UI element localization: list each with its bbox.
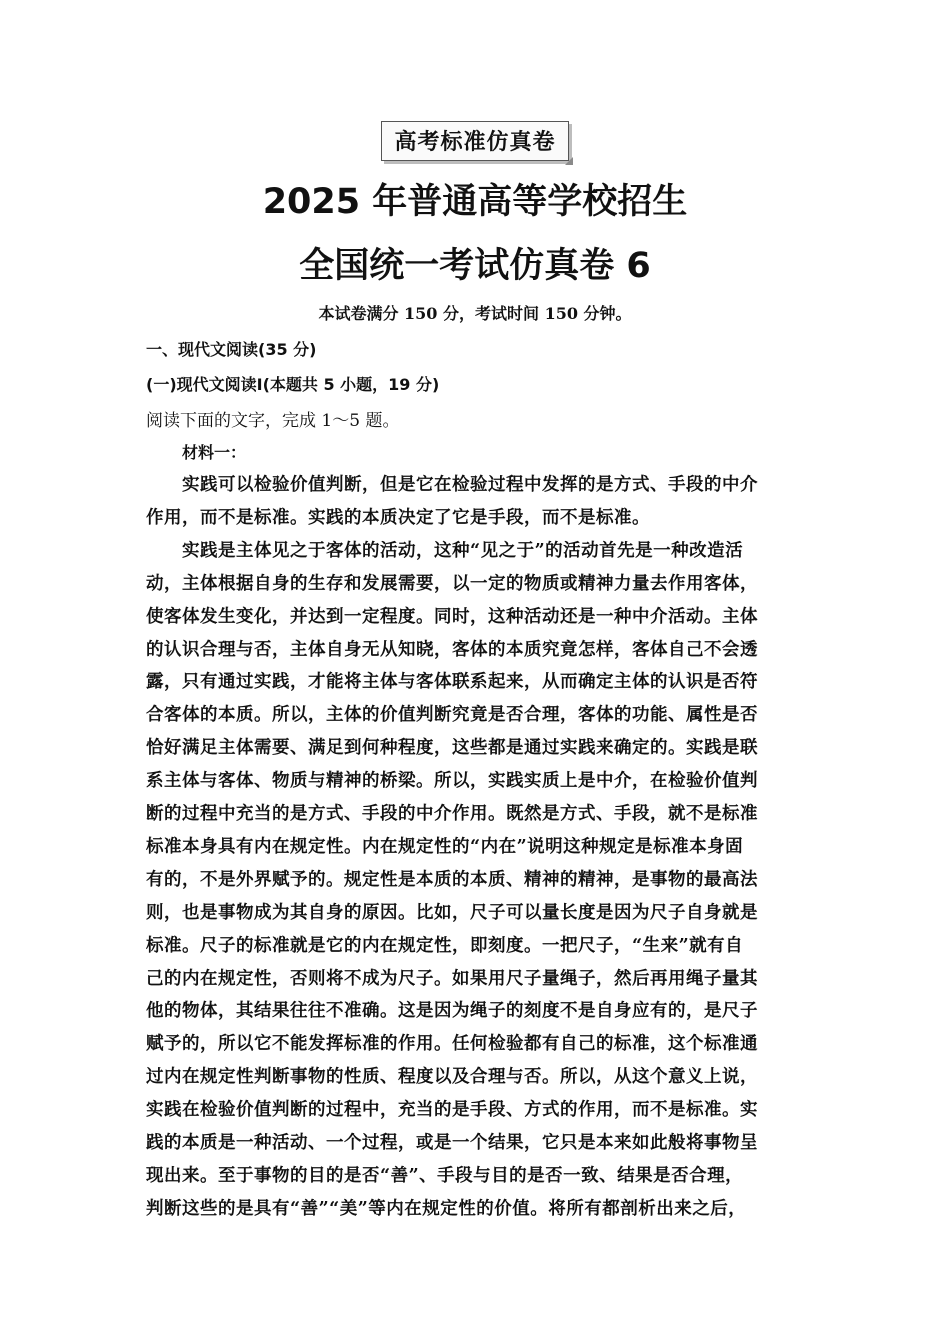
passage-line: 恰好满足主体需要、满足到何种程度，这些都是通过实践来确定的。实践是联 — [146, 738, 758, 759]
passage-line: 动，主体根据自身的生存和发展需要，以一定的物质或精神力量去作用客体， — [146, 573, 758, 594]
passage-line: 实践可以检验价值判断，但是它在检验过程中发挥的是方式、手段的中介 — [182, 475, 758, 495]
exam-title-line2: 全国统一考试仿真卷 6 — [299, 246, 651, 286]
passage-line: 合客体的本质。所以，主体的价值判断究竟是否合理，客体的功能、属性是否 — [146, 705, 758, 726]
section-subheading: (一)现代文阅读Ⅰ(本题共 5 小题，19 分) — [146, 375, 440, 394]
passage-line: 的认识合理与否，主体自身无从知晓，客体的本质究竟怎样，客体自己不会透 — [146, 639, 758, 660]
passage-line: 己的内在规定性，否则将不成为尺子。如果用尺子量绳子，然后再用绳子量其 — [146, 968, 758, 989]
passage-line: 判断这些的是具有“善”“美”等内在规定性的价值。将所有都剖析出来之后， — [146, 1198, 747, 1219]
reading-instruction: 阅读下面的文字，完成 1～5 题。 — [146, 411, 400, 431]
page-curl-decoration — [565, 157, 573, 165]
exam-type-badge — [381, 121, 568, 161]
passage-line: 断的过程中充当的是方式、手段的中介作用。既然是方式、手段，就不是标准 — [146, 804, 758, 824]
passage-line: 标准本身具有内在规定性。内在规定性的“内在”说明这种规定是标准本身固 — [146, 836, 744, 857]
passage-line: 标准。尺子的标准就是它的内在规定性，即刻度。一把尺子，“生来”就有自 — [146, 935, 744, 956]
badge-label: 高考标准仿真卷 — [394, 129, 556, 155]
passage-line: 赋予的，所以它不能发挥标准的作用。任何检验都有自己的标准，这个标准通 — [146, 1034, 758, 1055]
passage-line: 现出来。至于事物的目的是否“善”、手段与目的是否一致、结果是否合理， — [146, 1165, 744, 1186]
passage-line: 实践是主体见之于客体的活动，这种“见之于”的活动首先是一种改造活 — [182, 540, 744, 561]
passage-line: 过内在规定性判断事物的性质、程度以及合理与否。所以，从这个意义上说， — [146, 1067, 758, 1088]
passage-line: 他的物体，其结果往往不准确。这是因为绳子的刻度不是自身应有的，是尺子 — [146, 1001, 758, 1022]
section-heading: 一、现代文阅读(35 分) — [146, 340, 317, 359]
badge-container — [0, 121, 950, 161]
passage-line: 作用，而不是标准。实践的本质决定了它是手段，而不是标准。 — [146, 507, 650, 528]
passage-line: 有的，不是外界赋予的。规定性是本质的本质、精神的精神，是事物的最高法 — [146, 869, 758, 890]
passage-line: 系主体与客体、物质与精神的桥梁。所以，实践实质上是中介，在检验价值判 — [146, 771, 758, 792]
passage-line: 实践在检验价值判断的过程中，充当的是手段、方式的作用，而不是标准。实 — [146, 1100, 758, 1121]
passage-line: 践的本质是一种活动、一个过程，或是一个结果，它只是本来如此般将事物呈 — [146, 1133, 758, 1153]
passage-line: 露，只有通过实践，才能将主体与客体联系起来，从而确定主体的认识是否符 — [146, 672, 758, 693]
material-label: 材料一： — [182, 443, 247, 462]
passage-line: 使客体发生变化，并达到一定程度。同时，这种活动还是一种中介活动。主体 — [146, 606, 758, 627]
exam-info: 本试卷满分 150 分，考试时间 150 分钟。 — [318, 304, 632, 323]
passage-line: 则，也是事物成为其自身的原因。比如，尺子可以量长度是因为尺子自身就是 — [146, 902, 758, 923]
exam-title-line1: 2025 年普通高等学校招生 — [262, 182, 688, 222]
